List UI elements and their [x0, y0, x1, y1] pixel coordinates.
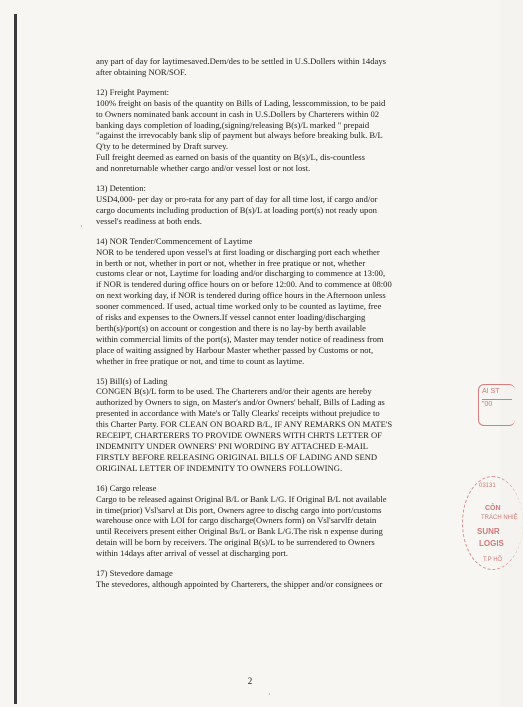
section-nor-tender — [96, 236, 468, 367]
text-line: in time(prior) Vsl'sarvl at Dis port, Owners agree to dischg cargo into port/customs — [96, 504, 382, 515]
red-stamp-partial-top — [478, 384, 515, 426]
margin-dot-mark: · — [80, 222, 83, 231]
text-line: whether in free pratique or not, and time to count as laytime. — [96, 355, 305, 366]
text-line: ORIGINAL LETTER OF INDEMNITY TO OWNERS FOLLOWING. — [96, 462, 343, 473]
section-heading: 13) Detention: — [96, 183, 146, 194]
text-line: within 14days after arrival of vessel at discharging port. — [96, 548, 288, 559]
text-line: within commercial limits of the port(s), Master may tender notice of readiness from — [96, 333, 384, 344]
section-heading: 17) Stevedore damage — [96, 568, 173, 579]
text-line: Full freight deemed as earned on basis of the quantity on B(s)/L, dis-countless — [96, 152, 365, 163]
text-line: on next working day, if NOR is tendered during office hours in the Afternoon unless — [96, 290, 386, 301]
text-line: CONGEN B(s)/L form to be used. The Charterers and/or their agents are hereby — [96, 386, 372, 397]
text-line: Q'ty to be determined by Draft survey. — [96, 141, 229, 152]
seal-text: CÔN — [485, 505, 501, 512]
text-line: RECEIPT, CHARTERERS TO PROVIDE OWNERS WITH CHRTS LETTER OF — [96, 430, 382, 441]
text-line: until Receivers present either Original Bs/L or Bank L/G.The risk n expense during — [96, 526, 383, 537]
section-heading: 15) Bill(s) of Lading — [96, 375, 168, 386]
text-line: in berth or not, whether in port or not, whether in free pratique or not, whether — [96, 257, 366, 268]
text-line: place of waiting assigned by Harbour Master whether passed by Customs or not, — [96, 344, 374, 355]
red-company-seal-partial — [462, 476, 523, 570]
text-line: INDEMNITY UNDER OWNERS' PNI WORDING BY ATTACHED E-MAIL — [96, 441, 368, 451]
text-line: any part of day for laytimesaved.Dem/des to be settled in U.S.Dollers within 14days — [96, 56, 386, 66]
section-heading: 14) NOR Tender/Commencement of Laytime — [96, 235, 253, 246]
text-line: and nonreturnable whether cargo and/or vessel lost or not lost. — [96, 163, 311, 174]
text-line: detain will be born by receivers. The original B(s)/L to be surrendered to Owners — [96, 537, 375, 548]
section-heading: 12) Freight Payment: — [96, 86, 170, 97]
text-line: vessel's readiness at both ends. — [96, 215, 202, 226]
page-number: 2 — [247, 676, 253, 686]
text-line: banking days completion of loading,(signing/releasing B(s)/L marked " prepaid — [96, 119, 370, 130]
continuation-paragraph — [96, 56, 468, 78]
document-body — [96, 56, 468, 590]
text-line: if NOR is tendered during office hours on or before 12:00. And to commence at 08:00 — [96, 279, 392, 290]
margin-dot-mark: · — [268, 690, 271, 699]
seal-text: SUNR — [477, 527, 500, 536]
stamp-text: AI ST — [482, 388, 500, 395]
text-line: 100% freight on basis of the quantity on Bills of Lading, lesscommission, to be paid — [96, 97, 386, 108]
seal-text: T.P HỒ — [483, 557, 503, 563]
text-line: to Owners nominated bank account in cash in U.S.Dollers by Charterers within 02 — [96, 108, 380, 119]
text-line: presented in accordance with Mate's or Tally Clearks' receipts without prejudice to — [96, 408, 380, 419]
seal-text: 03131 — [479, 483, 496, 489]
seal-text: TRÁCH NHIỆ — [481, 515, 518, 521]
text-line: The stevedores, although appointed by Charterers, the shipper and/or consignees or — [96, 578, 383, 589]
binding-edge — [14, 14, 17, 704]
text-line: berth(s)/port(s) on account or congestion and there is no lay-by berth available — [96, 322, 366, 333]
text-line: customs clear or not, Laytime for loading and/or discharging to commence at 13:00, — [96, 268, 386, 279]
seal-text: LOGIS — [479, 539, 504, 548]
text-line: "against the irrevocably bank slip of payment but always before breaking bulk. B/L — [96, 130, 383, 141]
text-line: NOR to be tendered upon vessel's at first loading or discharging port each whether — [96, 246, 380, 257]
text-line: after obtaining NOR/SOF. — [96, 66, 187, 77]
text-line: warehouse once with LOI for cargo discharge(Owners form) on Vsl'sarvlfr detain — [96, 515, 377, 526]
section-cargo-release — [96, 483, 468, 559]
section-detention — [96, 183, 468, 227]
text-line: this Charter Party. FOR CLEAN ON BOARD B/L, IF ANY REMARKS ON MATE'S — [96, 419, 393, 430]
text-line: of risks and expenses to the Owners.If vessel cannot enter loading/discharging — [96, 312, 366, 323]
text-line: authorized by Owners to sign, on Master's and/or Owners' behalf, Bills of Lading as — [96, 397, 385, 408]
text-line: USD4,000- per day or pro-rata for any part of day for all time lost, if cargo and/or — [96, 193, 378, 204]
section-heading: 16) Cargo release — [96, 482, 157, 493]
section-freight-payment — [96, 87, 468, 174]
text-line: sooner commenced. If used, actual time worked only to be counted as laytime, free — [96, 301, 382, 312]
text-line: cargo documents including production of B(s)/L at loading port(s) not ready upon — [96, 204, 377, 215]
text-line: Cargo to be released against Original B/L or Bank L/G. If Original B/L not available — [96, 493, 387, 504]
section-bills-of-lading — [96, 376, 468, 474]
section-stevedore-damage — [96, 568, 468, 590]
text-line: FIRSTLY BEFORE RELEASING ORIGINAL BILLS OF LADING AND SEND — [96, 451, 378, 462]
stamp-text: "00 — [482, 401, 493, 408]
